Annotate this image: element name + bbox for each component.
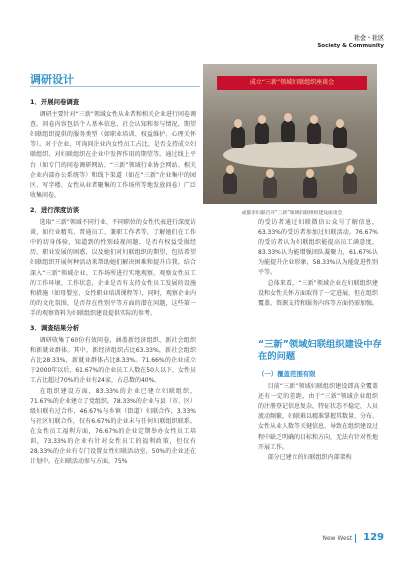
page-header bbox=[317, 36, 384, 49]
right-column-bottom bbox=[258, 365, 378, 463]
paragraph-continued: 的受访者通过妇联微信公众号了解信息，63.33%的受访者参加过妇联活动。76.67%的受访者认为妇联组织能提高员工满意度，83.33%认为能增强团队凝聚力，61.67%认为能提升企业形象，58.33%认为能促进性别平等。 bbox=[258, 219, 378, 277]
photo-person bbox=[231, 126, 245, 148]
left-column bbox=[30, 93, 196, 467]
paragraph-results-1: 调研收集了60份有效问卷，涵盖新经济组织、新社会组织和新就业群体。其中，新经济组织占比63.33%，新社会组织占比28.33%，新就业群体占比8.33%。71.66%的企业成立于2000年以后，61.67%的企业员工人数在50人以下，女性员工占比超过70%的企业有24家，占总数的40%。 bbox=[30, 337, 196, 385]
header-section-cn: 社会・社区 bbox=[353, 35, 384, 42]
paragraph-interview: 选取“三新”领域不同行业、不同职位的女性代表进行深度访谈，如行业精英、普通员工、兼职工作者等，了解她们在工作中的切身体验，知道到的性别歧视问题、是否有权益受损经历、职业发展的困惑，以及她们对妇联组织的期望，包括希望妇联组织开展何种活动来帮助她们解决困难和提升自我。结合深入“三新”领域企业、工作场所进行实地观察，观察女性员工的工作环境、工作状态，企业是否有支持女性员工发展的设施和措施（如母婴室、女性职业培训课程等），同时，观察企业内的的文化氛围，是否存在性别平等方面的潜在问题，这些第一手的观察资料为妇联组织建设提供实际的参考。 bbox=[30, 219, 196, 317]
photo-person bbox=[223, 172, 237, 194]
photo-person bbox=[307, 122, 321, 144]
paragraph-summary: 总体来看，“三新”领域企业在妇联组织建设和女性关怀方面取得了一定进展，但在组织覆盖、资源支持和服务内容等方面仍需加强。 bbox=[258, 279, 379, 307]
section-title: 调研设计 bbox=[30, 73, 74, 86]
page-footer bbox=[322, 532, 384, 543]
photo-person bbox=[333, 126, 347, 148]
paragraph-structure: 部分已建立的妇联组织内部架构 bbox=[267, 453, 352, 461]
right-column-top bbox=[258, 218, 378, 309]
heading-survey: 1．开展问卷调查 bbox=[30, 98, 80, 106]
section-title-rule bbox=[30, 86, 200, 87]
meeting-photo bbox=[203, 64, 377, 204]
photo-person bbox=[303, 176, 317, 198]
paragraph-survey: 调研主要针对“三新”领域女性从业者和相关企业进行问卷调查。问卷内容包括个人基本信息、社会认知和参与情况、期望妇联组织提供的服务类型（如职业培训、权益维护、心理关怀等）。对于企业，可询问企业内女性员工占比、是否支持成立妇联组织、对妇联组织在企业中发挥作用的期望等。通过线上平台（如专门的问卷调研网站、“三新”领域行业协会网站、相关企业内部办公系统等）和线下渠道（如在“三新”企业集中的园区、写字楼、女性从业者聚集的工作场所等地发放问卷）广泛收集问卷。 bbox=[30, 111, 196, 199]
photo-caption: 成都市妇联召开“三新”领域妇联组织建设座谈会 bbox=[241, 211, 343, 216]
paragraph-results-2: 在组织建设方面，83.33%的企业已建立妇联组织，71.67%的企业建立了党组织。78.33%的企业与县（市、区）级妇联有过合作，46.67%与乡镇（街道）妇联合作，3.33%与社区妇联合作，仅有6.67%的企业未与任何妇联组织联系。在女性员工福利方面，76.67%的企业定期举办女性员工培训，73.33%的企业有针对女性员工的福利政策，但仅有28.33%的企业有专门设置女性妇联活动室，50%的企业还在计划中。在妇联活动参与方面，75% bbox=[30, 387, 196, 466]
photo-person bbox=[343, 172, 357, 194]
header-section-en: Society & Community bbox=[317, 42, 384, 49]
heading-results: 3．调查结果分析 bbox=[30, 323, 80, 332]
footer-divider bbox=[355, 534, 356, 543]
heading-interview: 2．进行深度访谈 bbox=[30, 205, 80, 214]
heading-coverage: （一）覆盖范围有限 bbox=[258, 370, 316, 378]
photo-banner: 成立“三新”领域妇联组织座谈会 bbox=[217, 76, 367, 90]
subsection-title: “三新”领域妇联组织建设中存在的问题 bbox=[258, 339, 382, 362]
paragraph-coverage: 目前“三新”领域妇联组织建设即高全覆盖还有一定的差距，由于“三新”领域企业组织的注册登记信息复杂，特征状态不稳定，人员流动频繁，妇联难以精准掌握其数量、分布、女性从业人数等关键信息，导致在组织建设过程中缺乏明确的目标和方向，无法有针对性地开展工作。 bbox=[258, 383, 379, 451]
photo-person bbox=[263, 176, 277, 198]
magazine-name: New West bbox=[322, 535, 353, 542]
page-number: 129 bbox=[363, 532, 384, 543]
photo-person bbox=[255, 122, 269, 144]
photo-person bbox=[281, 120, 295, 142]
